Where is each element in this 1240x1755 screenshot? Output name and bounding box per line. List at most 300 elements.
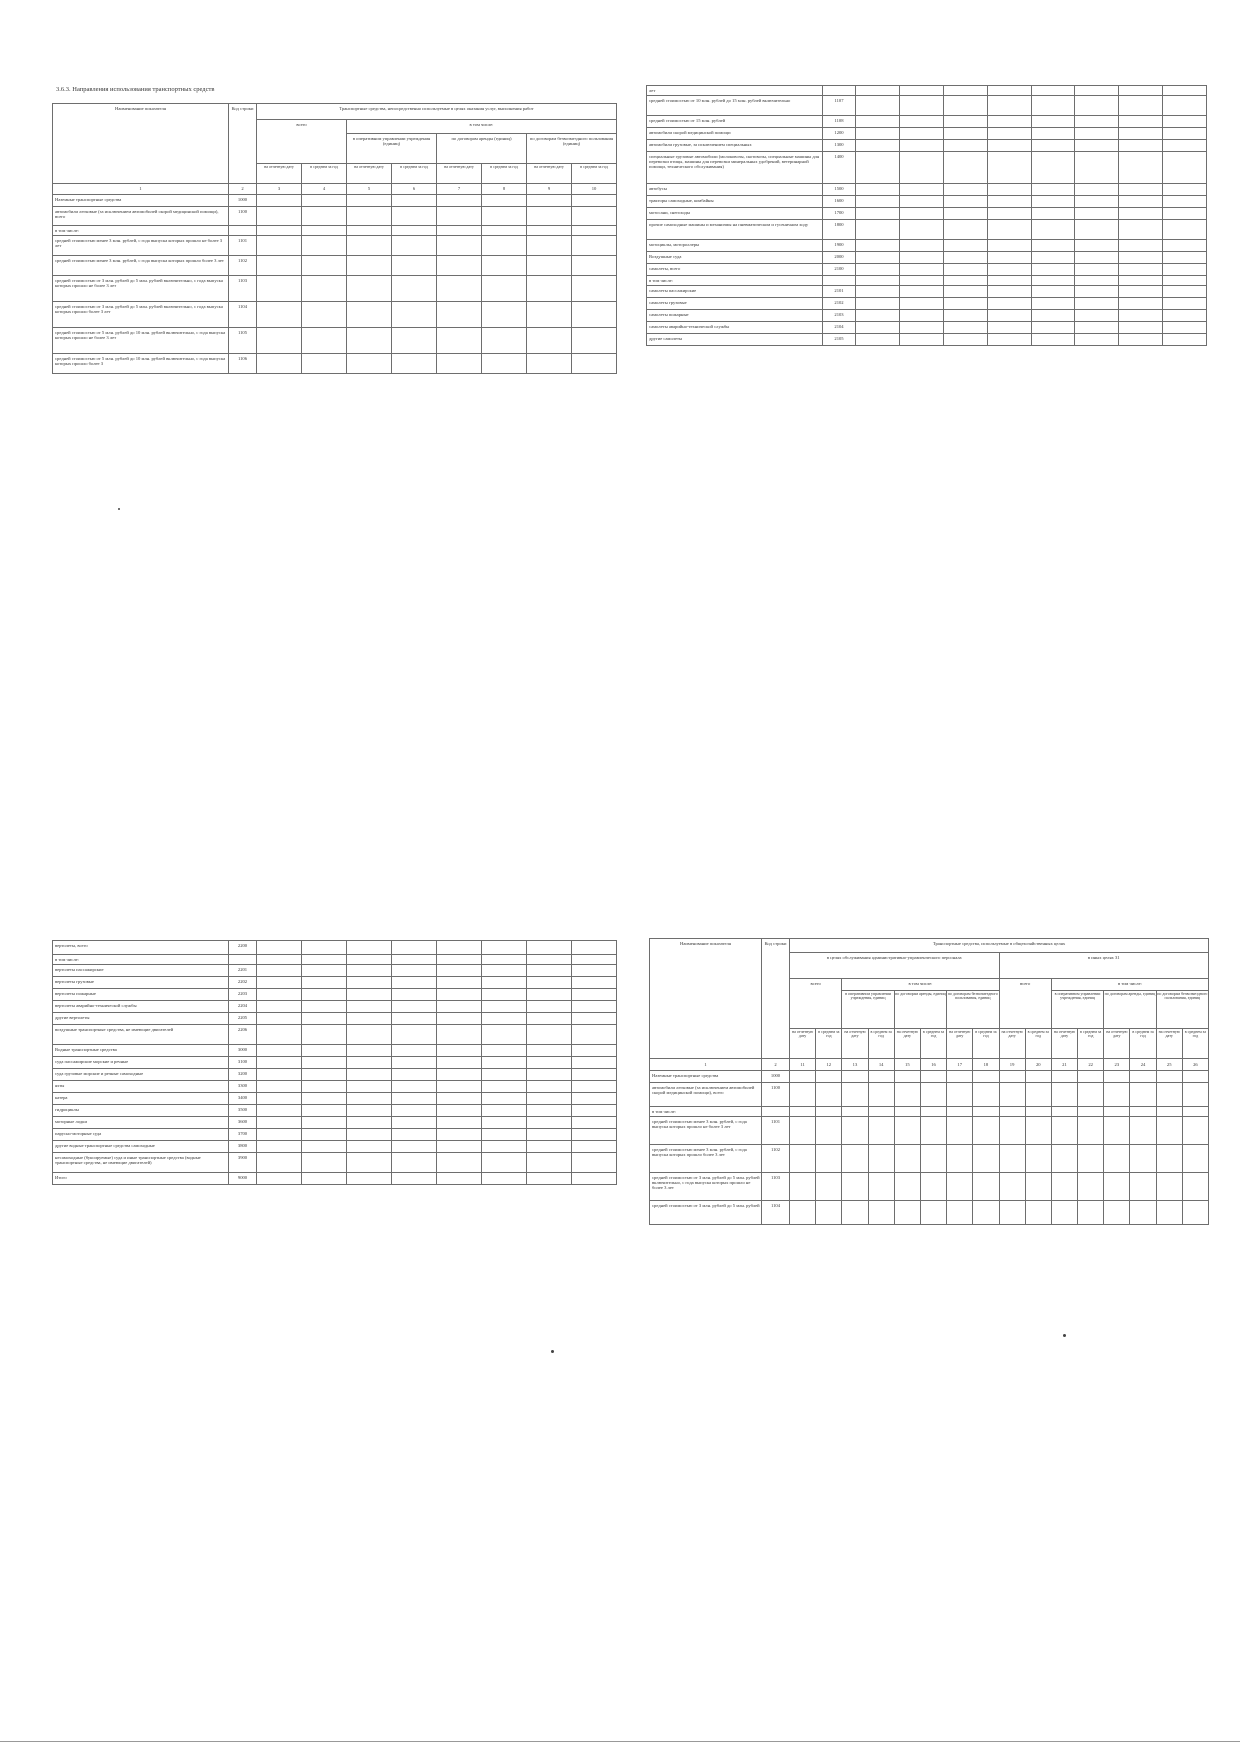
- data-cell[interactable]: [973, 1145, 999, 1173]
- data-cell[interactable]: [1031, 298, 1075, 310]
- data-cell[interactable]: [999, 1071, 1025, 1083]
- data-cell[interactable]: [1182, 1145, 1208, 1173]
- data-cell[interactable]: [482, 195, 527, 207]
- data-cell[interactable]: [856, 86, 900, 96]
- data-cell[interactable]: [437, 195, 482, 207]
- data-cell[interactable]: [392, 1025, 437, 1045]
- data-cell[interactable]: [1075, 322, 1119, 334]
- data-cell[interactable]: [257, 955, 302, 965]
- data-cell[interactable]: [943, 152, 987, 184]
- data-cell[interactable]: [437, 1001, 482, 1013]
- data-cell[interactable]: [973, 1117, 999, 1145]
- data-cell[interactable]: [1163, 128, 1207, 140]
- data-cell[interactable]: [868, 1107, 894, 1117]
- data-cell[interactable]: [856, 116, 900, 128]
- data-cell[interactable]: [943, 196, 987, 208]
- data-cell[interactable]: [1031, 322, 1075, 334]
- data-cell[interactable]: [392, 1129, 437, 1141]
- data-cell[interactable]: [302, 1025, 347, 1045]
- data-cell[interactable]: [257, 207, 302, 226]
- data-cell[interactable]: [392, 302, 437, 328]
- data-cell[interactable]: [572, 965, 617, 977]
- data-cell[interactable]: [1051, 1107, 1077, 1117]
- data-cell[interactable]: [572, 989, 617, 1001]
- data-cell[interactable]: [302, 965, 347, 977]
- data-cell[interactable]: [1130, 1083, 1156, 1107]
- data-cell[interactable]: [1031, 264, 1075, 276]
- data-cell[interactable]: [1051, 1071, 1077, 1083]
- data-cell[interactable]: [1119, 334, 1163, 346]
- data-cell[interactable]: [1163, 334, 1207, 346]
- data-cell[interactable]: [437, 1153, 482, 1173]
- data-cell[interactable]: [392, 1045, 437, 1057]
- data-cell[interactable]: [1075, 208, 1119, 220]
- data-cell[interactable]: [1182, 1071, 1208, 1083]
- data-cell[interactable]: [347, 236, 392, 256]
- data-cell[interactable]: [1156, 1107, 1182, 1117]
- data-cell[interactable]: [482, 256, 527, 276]
- data-cell[interactable]: [572, 256, 617, 276]
- data-cell[interactable]: [572, 354, 617, 374]
- data-cell[interactable]: [302, 207, 347, 226]
- data-cell[interactable]: [482, 1093, 527, 1105]
- data-cell[interactable]: [894, 1071, 920, 1083]
- data-cell[interactable]: [347, 195, 392, 207]
- data-cell[interactable]: [572, 1025, 617, 1045]
- data-cell[interactable]: [1078, 1201, 1104, 1225]
- data-cell[interactable]: [1119, 252, 1163, 264]
- data-cell[interactable]: [790, 1201, 816, 1225]
- data-cell[interactable]: [1119, 128, 1163, 140]
- data-cell[interactable]: [302, 1001, 347, 1013]
- data-cell[interactable]: [257, 977, 302, 989]
- data-cell[interactable]: [1075, 286, 1119, 298]
- data-cell[interactable]: [527, 989, 572, 1001]
- data-cell[interactable]: [437, 989, 482, 1001]
- data-cell[interactable]: [856, 310, 900, 322]
- data-cell[interactable]: [999, 1173, 1025, 1201]
- data-cell[interactable]: [572, 941, 617, 955]
- data-cell[interactable]: [527, 302, 572, 328]
- data-cell[interactable]: [1051, 1201, 1077, 1225]
- data-cell[interactable]: [987, 276, 1031, 286]
- data-cell[interactable]: [257, 1045, 302, 1057]
- data-cell[interactable]: [1119, 96, 1163, 116]
- data-cell[interactable]: [1119, 208, 1163, 220]
- data-cell[interactable]: [392, 328, 437, 354]
- data-cell[interactable]: [302, 1105, 347, 1117]
- data-cell[interactable]: [856, 276, 900, 286]
- data-cell[interactable]: [987, 252, 1031, 264]
- data-cell[interactable]: [1025, 1201, 1051, 1225]
- data-cell[interactable]: [347, 1117, 392, 1129]
- data-cell[interactable]: [572, 226, 617, 236]
- data-cell[interactable]: [572, 276, 617, 302]
- data-cell[interactable]: [392, 1117, 437, 1129]
- data-cell[interactable]: [856, 184, 900, 196]
- data-cell[interactable]: [257, 236, 302, 256]
- data-cell[interactable]: [392, 256, 437, 276]
- data-cell[interactable]: [392, 276, 437, 302]
- data-cell[interactable]: [999, 1145, 1025, 1173]
- data-cell[interactable]: [816, 1201, 842, 1225]
- data-cell[interactable]: [1130, 1145, 1156, 1173]
- data-cell[interactable]: [899, 310, 943, 322]
- data-cell[interactable]: [572, 1001, 617, 1013]
- data-cell[interactable]: [347, 1173, 392, 1185]
- data-cell[interactable]: [899, 276, 943, 286]
- data-cell[interactable]: [1130, 1173, 1156, 1201]
- data-cell[interactable]: [1163, 140, 1207, 152]
- data-cell[interactable]: [572, 1117, 617, 1129]
- data-cell[interactable]: [947, 1107, 973, 1117]
- data-cell[interactable]: [816, 1145, 842, 1173]
- data-cell[interactable]: [482, 328, 527, 354]
- data-cell[interactable]: [1119, 116, 1163, 128]
- data-cell[interactable]: [572, 955, 617, 965]
- data-cell[interactable]: [257, 195, 302, 207]
- data-cell[interactable]: [1075, 152, 1119, 184]
- data-cell[interactable]: [920, 1117, 946, 1145]
- data-cell[interactable]: [856, 252, 900, 264]
- data-cell[interactable]: [943, 264, 987, 276]
- data-cell[interactable]: [392, 977, 437, 989]
- data-cell[interactable]: [527, 354, 572, 374]
- data-cell[interactable]: [1051, 1083, 1077, 1107]
- data-cell[interactable]: [302, 1141, 347, 1153]
- data-cell[interactable]: [482, 302, 527, 328]
- data-cell[interactable]: [437, 1045, 482, 1057]
- data-cell[interactable]: [894, 1173, 920, 1201]
- data-cell[interactable]: [1025, 1117, 1051, 1145]
- data-cell[interactable]: [1119, 286, 1163, 298]
- data-cell[interactable]: [392, 226, 437, 236]
- data-cell[interactable]: [987, 152, 1031, 184]
- data-cell[interactable]: [392, 1013, 437, 1025]
- data-cell[interactable]: [482, 276, 527, 302]
- data-cell[interactable]: [1051, 1117, 1077, 1145]
- data-cell[interactable]: [392, 1081, 437, 1093]
- data-cell[interactable]: [302, 1045, 347, 1057]
- data-cell[interactable]: [257, 1093, 302, 1105]
- data-cell[interactable]: [437, 1173, 482, 1185]
- data-cell[interactable]: [1031, 116, 1075, 128]
- data-cell[interactable]: [302, 276, 347, 302]
- data-cell[interactable]: [302, 1129, 347, 1141]
- data-cell[interactable]: [437, 1081, 482, 1093]
- data-cell[interactable]: [1163, 252, 1207, 264]
- data-cell[interactable]: [1031, 286, 1075, 298]
- data-cell[interactable]: [943, 286, 987, 298]
- data-cell[interactable]: [987, 128, 1031, 140]
- data-cell[interactable]: [1075, 184, 1119, 196]
- data-cell[interactable]: [987, 322, 1031, 334]
- data-cell[interactable]: [1078, 1083, 1104, 1107]
- data-cell[interactable]: [856, 208, 900, 220]
- data-cell[interactable]: [1119, 240, 1163, 252]
- data-cell[interactable]: [894, 1083, 920, 1107]
- data-cell[interactable]: [257, 1057, 302, 1069]
- data-cell[interactable]: [943, 128, 987, 140]
- data-cell[interactable]: [999, 1201, 1025, 1225]
- data-cell[interactable]: [347, 354, 392, 374]
- data-cell[interactable]: [572, 195, 617, 207]
- data-cell[interactable]: [856, 140, 900, 152]
- data-cell[interactable]: [1119, 220, 1163, 240]
- data-cell[interactable]: [999, 1107, 1025, 1117]
- data-cell[interactable]: [347, 1081, 392, 1093]
- data-cell[interactable]: [1182, 1107, 1208, 1117]
- data-cell[interactable]: [257, 1129, 302, 1141]
- data-cell[interactable]: [527, 1001, 572, 1013]
- data-cell[interactable]: [920, 1201, 946, 1225]
- data-cell[interactable]: [1130, 1201, 1156, 1225]
- data-cell[interactable]: [527, 1013, 572, 1025]
- data-cell[interactable]: [987, 310, 1031, 322]
- data-cell[interactable]: [257, 328, 302, 354]
- data-cell[interactable]: [1163, 286, 1207, 298]
- data-cell[interactable]: [973, 1083, 999, 1107]
- data-cell[interactable]: [572, 1141, 617, 1153]
- data-cell[interactable]: [943, 252, 987, 264]
- data-cell[interactable]: [856, 152, 900, 184]
- data-cell[interactable]: [1163, 116, 1207, 128]
- data-cell[interactable]: [1031, 240, 1075, 252]
- data-cell[interactable]: [392, 965, 437, 977]
- data-cell[interactable]: [527, 1117, 572, 1129]
- data-cell[interactable]: [482, 1057, 527, 1069]
- data-cell[interactable]: [572, 1069, 617, 1081]
- data-cell[interactable]: [482, 1069, 527, 1081]
- data-cell[interactable]: [437, 1117, 482, 1129]
- data-cell[interactable]: [527, 1045, 572, 1057]
- data-cell[interactable]: [302, 941, 347, 955]
- data-cell[interactable]: [437, 1013, 482, 1025]
- data-cell[interactable]: [999, 1117, 1025, 1145]
- data-cell[interactable]: [437, 1057, 482, 1069]
- data-cell[interactable]: [1163, 96, 1207, 116]
- data-cell[interactable]: [257, 1069, 302, 1081]
- data-cell[interactable]: [437, 977, 482, 989]
- data-cell[interactable]: [527, 965, 572, 977]
- data-cell[interactable]: [257, 276, 302, 302]
- data-cell[interactable]: [973, 1201, 999, 1225]
- data-cell[interactable]: [1156, 1083, 1182, 1107]
- data-cell[interactable]: [527, 1141, 572, 1153]
- data-cell[interactable]: [1075, 128, 1119, 140]
- data-cell[interactable]: [1075, 276, 1119, 286]
- data-cell[interactable]: [1025, 1145, 1051, 1173]
- data-cell[interactable]: [1075, 86, 1119, 96]
- data-cell[interactable]: [1075, 140, 1119, 152]
- data-cell[interactable]: [437, 1069, 482, 1081]
- data-cell[interactable]: [1163, 298, 1207, 310]
- data-cell[interactable]: [947, 1083, 973, 1107]
- data-cell[interactable]: [527, 1057, 572, 1069]
- data-cell[interactable]: [482, 1141, 527, 1153]
- data-cell[interactable]: [1031, 208, 1075, 220]
- data-cell[interactable]: [572, 1173, 617, 1185]
- data-cell[interactable]: [572, 1081, 617, 1093]
- data-cell[interactable]: [302, 989, 347, 1001]
- data-cell[interactable]: [1031, 128, 1075, 140]
- data-cell[interactable]: [437, 955, 482, 965]
- data-cell[interactable]: [482, 1013, 527, 1025]
- data-cell[interactable]: [790, 1107, 816, 1117]
- data-cell[interactable]: [987, 208, 1031, 220]
- data-cell[interactable]: [987, 286, 1031, 298]
- data-cell[interactable]: [1078, 1145, 1104, 1173]
- data-cell[interactable]: [894, 1201, 920, 1225]
- data-cell[interactable]: [527, 1173, 572, 1185]
- data-cell[interactable]: [1130, 1107, 1156, 1117]
- data-cell[interactable]: [1025, 1071, 1051, 1083]
- data-cell[interactable]: [527, 256, 572, 276]
- data-cell[interactable]: [257, 1117, 302, 1129]
- data-cell[interactable]: [947, 1201, 973, 1225]
- data-cell[interactable]: [1156, 1117, 1182, 1145]
- data-cell[interactable]: [482, 1129, 527, 1141]
- data-cell[interactable]: [868, 1173, 894, 1201]
- data-cell[interactable]: [302, 256, 347, 276]
- data-cell[interactable]: [347, 989, 392, 1001]
- data-cell[interactable]: [842, 1071, 868, 1083]
- data-cell[interactable]: [347, 1025, 392, 1045]
- data-cell[interactable]: [856, 286, 900, 298]
- data-cell[interactable]: [842, 1117, 868, 1145]
- data-cell[interactable]: [1031, 252, 1075, 264]
- data-cell[interactable]: [302, 1093, 347, 1105]
- data-cell[interactable]: [482, 1001, 527, 1013]
- data-cell[interactable]: [816, 1071, 842, 1083]
- data-cell[interactable]: [482, 1045, 527, 1057]
- data-cell[interactable]: [347, 1069, 392, 1081]
- data-cell[interactable]: [899, 140, 943, 152]
- data-cell[interactable]: [947, 1071, 973, 1083]
- data-cell[interactable]: [856, 322, 900, 334]
- data-cell[interactable]: [347, 207, 392, 226]
- data-cell[interactable]: [987, 86, 1031, 96]
- data-cell[interactable]: [899, 128, 943, 140]
- data-cell[interactable]: [1104, 1201, 1130, 1225]
- data-cell[interactable]: [894, 1145, 920, 1173]
- data-cell[interactable]: [347, 1105, 392, 1117]
- data-cell[interactable]: [1031, 96, 1075, 116]
- data-cell[interactable]: [347, 1141, 392, 1153]
- data-cell[interactable]: [947, 1173, 973, 1201]
- data-cell[interactable]: [1031, 86, 1075, 96]
- data-cell[interactable]: [347, 256, 392, 276]
- data-cell[interactable]: [943, 298, 987, 310]
- data-cell[interactable]: [527, 1129, 572, 1141]
- data-cell[interactable]: [572, 302, 617, 328]
- data-cell[interactable]: [1182, 1173, 1208, 1201]
- data-cell[interactable]: [527, 236, 572, 256]
- data-cell[interactable]: [856, 220, 900, 240]
- data-cell[interactable]: [943, 140, 987, 152]
- data-cell[interactable]: [1163, 322, 1207, 334]
- data-cell[interactable]: [572, 1045, 617, 1057]
- data-cell[interactable]: [842, 1107, 868, 1117]
- data-cell[interactable]: [1031, 334, 1075, 346]
- data-cell[interactable]: [894, 1117, 920, 1145]
- data-cell[interactable]: [973, 1173, 999, 1201]
- data-cell[interactable]: [392, 1057, 437, 1069]
- data-cell[interactable]: [1078, 1107, 1104, 1117]
- data-cell[interactable]: [347, 1001, 392, 1013]
- data-cell[interactable]: [347, 328, 392, 354]
- data-cell[interactable]: [790, 1117, 816, 1145]
- data-cell[interactable]: [790, 1071, 816, 1083]
- data-cell[interactable]: [1104, 1173, 1130, 1201]
- data-cell[interactable]: [482, 1081, 527, 1093]
- data-cell[interactable]: [943, 116, 987, 128]
- data-cell[interactable]: [943, 322, 987, 334]
- data-cell[interactable]: [302, 1173, 347, 1185]
- data-cell[interactable]: [868, 1083, 894, 1107]
- data-cell[interactable]: [1075, 96, 1119, 116]
- data-cell[interactable]: [987, 240, 1031, 252]
- data-cell[interactable]: [1119, 298, 1163, 310]
- data-cell[interactable]: [842, 1173, 868, 1201]
- data-cell[interactable]: [437, 207, 482, 226]
- data-cell[interactable]: [392, 1069, 437, 1081]
- data-cell[interactable]: [527, 1081, 572, 1093]
- data-cell[interactable]: [1051, 1145, 1077, 1173]
- data-cell[interactable]: [392, 941, 437, 955]
- data-cell[interactable]: [987, 116, 1031, 128]
- data-cell[interactable]: [347, 1013, 392, 1025]
- data-cell[interactable]: [257, 226, 302, 236]
- data-cell[interactable]: [1031, 184, 1075, 196]
- data-cell[interactable]: [894, 1107, 920, 1117]
- data-cell[interactable]: [392, 989, 437, 1001]
- data-cell[interactable]: [572, 207, 617, 226]
- data-cell[interactable]: [1078, 1117, 1104, 1145]
- data-cell[interactable]: [868, 1071, 894, 1083]
- data-cell[interactable]: [1182, 1083, 1208, 1107]
- data-cell[interactable]: [527, 955, 572, 965]
- data-cell[interactable]: [347, 965, 392, 977]
- data-cell[interactable]: [302, 354, 347, 374]
- data-cell[interactable]: [943, 276, 987, 286]
- data-cell[interactable]: [899, 96, 943, 116]
- data-cell[interactable]: [1075, 298, 1119, 310]
- data-cell[interactable]: [347, 302, 392, 328]
- data-cell[interactable]: [302, 1081, 347, 1093]
- data-cell[interactable]: [899, 286, 943, 298]
- data-cell[interactable]: [482, 955, 527, 965]
- data-cell[interactable]: [572, 328, 617, 354]
- data-cell[interactable]: [437, 1129, 482, 1141]
- data-cell[interactable]: [527, 977, 572, 989]
- data-cell[interactable]: [347, 1045, 392, 1057]
- data-cell[interactable]: [572, 1153, 617, 1173]
- data-cell[interactable]: [527, 941, 572, 955]
- data-cell[interactable]: [392, 955, 437, 965]
- data-cell[interactable]: [437, 256, 482, 276]
- data-cell[interactable]: [257, 1141, 302, 1153]
- data-cell[interactable]: [1163, 264, 1207, 276]
- data-cell[interactable]: [392, 1105, 437, 1117]
- data-cell[interactable]: [1075, 240, 1119, 252]
- data-cell[interactable]: [392, 1001, 437, 1013]
- data-cell[interactable]: [257, 302, 302, 328]
- data-cell[interactable]: [1119, 152, 1163, 184]
- data-cell[interactable]: [943, 184, 987, 196]
- data-cell[interactable]: [920, 1107, 946, 1117]
- data-cell[interactable]: [302, 195, 347, 207]
